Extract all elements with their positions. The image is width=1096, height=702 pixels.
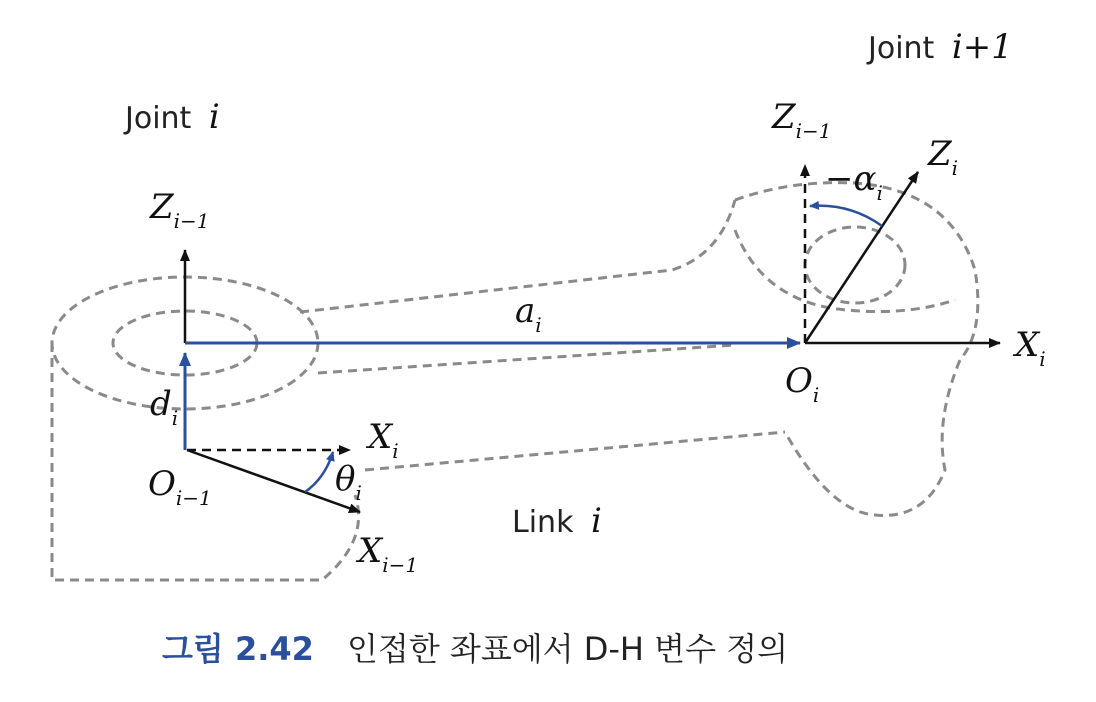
link-middle-edge: [318, 345, 735, 373]
z-prev-right-symbol: Zi−1: [772, 97, 832, 143]
x-prev-symbol: Xi−1: [358, 531, 419, 577]
alpha-i-symbol: −αi: [825, 159, 883, 205]
figure-caption: [162, 630, 788, 668]
parameter-arrows: [185, 206, 882, 492]
joint-i1-mid-contour: [735, 230, 955, 312]
joint-i1-inner-ellipse: [805, 227, 905, 303]
link-i-label: Link i: [512, 501, 602, 541]
o-i-symbol: Oi: [785, 361, 820, 407]
d-i-symbol: di: [150, 384, 179, 430]
joint-i1-label: Joint i+1: [868, 27, 1013, 67]
joint-i-cylinder-side: [52, 343, 359, 580]
theta-i-symbol: θi: [335, 459, 362, 505]
alpha-i-arc: [810, 206, 882, 226]
caption-text: 인접한 좌표에서 D-H 변수 정의: [347, 630, 788, 668]
joint-i1-outer-shape: [735, 183, 978, 516]
a-i-symbol: ai: [515, 291, 542, 337]
o-prev-symbol: Oi−1: [148, 464, 212, 510]
axes: [185, 165, 1000, 512]
theta-i-arc: [305, 452, 333, 492]
x-i-bottom-symbol: Xi: [368, 417, 399, 463]
z-i-symbol: Zi: [928, 134, 959, 180]
link-lower-edge: [365, 432, 785, 470]
z-prev-left-symbol: Zi−1: [150, 187, 210, 233]
caption-number: 그림 2.42: [162, 630, 314, 668]
joint-i-label: Joint i: [125, 97, 220, 137]
x-i-right-symbol: Xi: [1015, 325, 1046, 371]
